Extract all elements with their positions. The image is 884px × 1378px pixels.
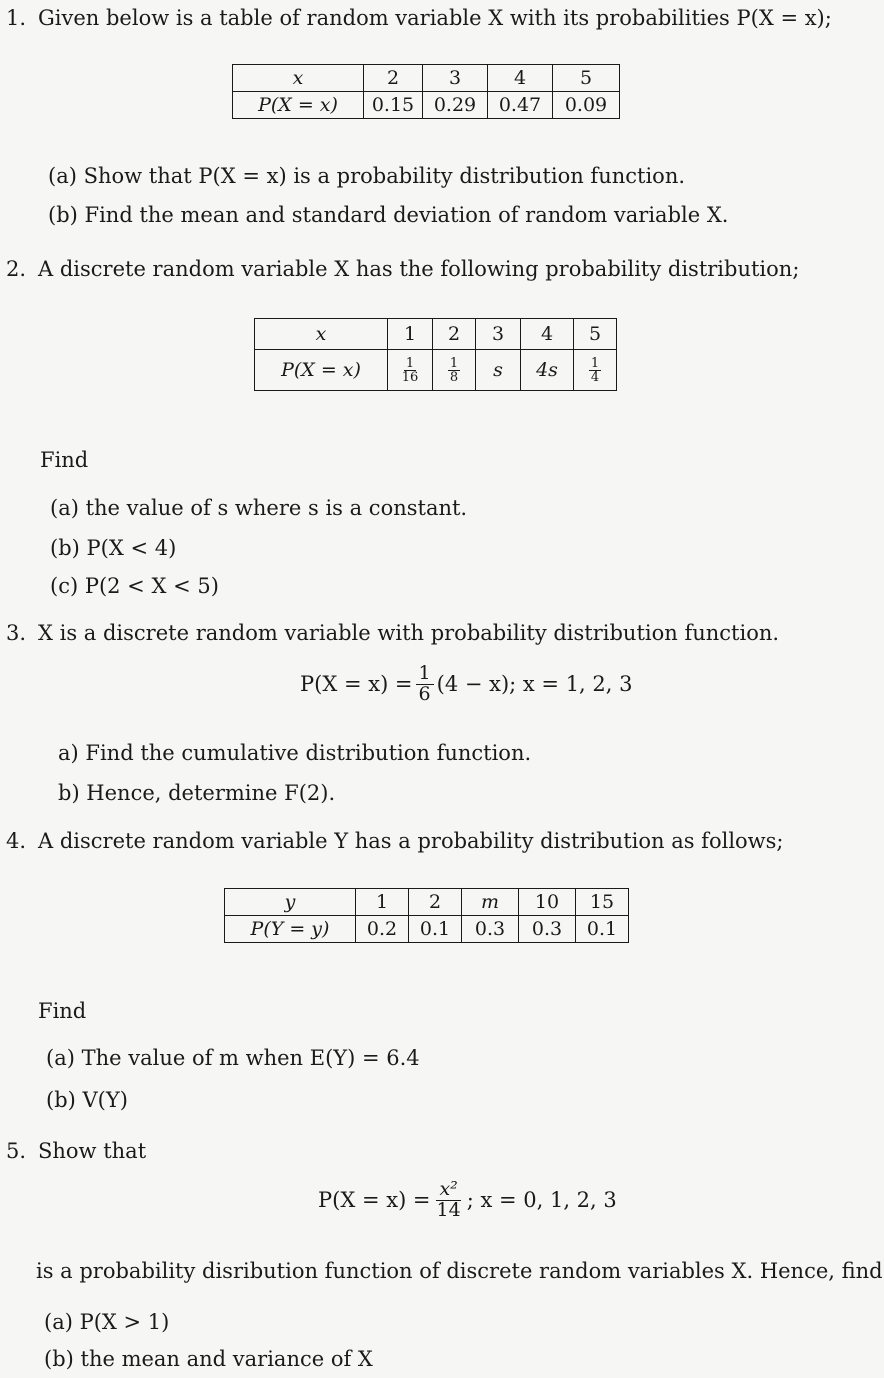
q4-text: A discrete random variable Y has a probability distribution as follows;: [38, 829, 784, 853]
q1-p-cell: 0.15: [364, 92, 423, 119]
q4-y-cell: 10: [519, 889, 576, 916]
q4-table-row-p: [225, 916, 629, 943]
q1-table-row-p: [233, 92, 620, 119]
q1-text: Given below is a table of random variable X with its probabilities P(X = x);: [38, 6, 832, 30]
q2-p-cell: s: [476, 350, 521, 391]
q2-table: [254, 318, 617, 391]
q2-x-cell: 2: [433, 319, 476, 350]
q4-p-cell: 0.2: [356, 916, 409, 943]
q5-equation: [318, 1180, 617, 1221]
q1-head-x: x: [233, 65, 364, 92]
q2-p5-fraction: $\frac{1}{4}$: [590, 355, 600, 385]
q3-eq-left: P(X = x) =: [300, 672, 413, 697]
q1-x-cell: 4: [488, 65, 553, 92]
q4-find: Find: [38, 999, 87, 1023]
q4-y-cell: 2: [409, 889, 462, 916]
q3-part-b: b) Hence, determine F(2).: [58, 781, 336, 805]
q2-p-cell: [574, 350, 617, 391]
q2-find: Find: [40, 448, 89, 472]
q5-number: 5.: [6, 1139, 27, 1163]
q4-p-cell: 0.1: [409, 916, 462, 943]
q2-text: A discrete random variable X has the following probability distribution;: [38, 257, 800, 281]
q4-head-p: P(Y = y): [225, 916, 356, 943]
q4-head-y: y: [225, 889, 356, 916]
q5-eq-right: ; x = 0, 1, 2, 3: [466, 1188, 617, 1213]
q5-eq-left: P(X = x) =: [318, 1188, 431, 1213]
q2-x-cell: 3: [476, 319, 521, 350]
q4-p-cell: 0.3: [462, 916, 519, 943]
q1-x-cell: 5: [553, 65, 620, 92]
q4-table: [224, 888, 629, 943]
q3-equation: [300, 664, 633, 705]
q4-part-b: (b) V(Y): [46, 1088, 128, 1112]
q2-p-cell: [388, 350, 433, 391]
q1-p-cell: 0.29: [423, 92, 488, 119]
q3-number: 3.: [6, 621, 27, 645]
q2-part-a: (a) the value of s where s is a constant.: [50, 496, 468, 520]
q1-x-cell: 2: [364, 65, 423, 92]
q3-part-a: a) Find the cumulative distribution function.: [58, 741, 532, 765]
q4-table-row-y: [225, 889, 629, 916]
q3-eq-fraction: $\frac{1}{6}$: [416, 664, 434, 705]
q2-table-row-x: [255, 319, 617, 350]
q1-number: 1.: [6, 6, 27, 30]
q2-number: 2.: [6, 257, 27, 281]
q4-p-cell: 0.3: [519, 916, 576, 943]
q2-x-cell: 4: [521, 319, 574, 350]
q2-part-c: (c) P(2 < X < 5): [50, 574, 219, 598]
q4-y-cell: m: [462, 889, 519, 916]
q5-part-b: (b) the mean and variance of X: [44, 1347, 373, 1371]
q4-number: 4.: [6, 829, 27, 853]
q2-head-p: P(X = x): [255, 350, 388, 391]
q4-y-cell: 15: [576, 889, 629, 916]
q1-x-cell: 3: [423, 65, 488, 92]
q2-p2-fraction: $\frac{1}{8}$: [449, 355, 459, 385]
q1-part-b: (b) Find the mean and standard deviation of random variable X.: [48, 203, 729, 227]
q2-p1-fraction: $\frac{1}{16}$: [401, 355, 419, 385]
q1-part-a: (a) Show that P(X = x) is a probability distribution function.: [48, 164, 686, 188]
q5-text2: is a probability disribution function of discrete random variables X. Hence, find: [36, 1259, 883, 1283]
q4-p-cell: 0.1: [576, 916, 629, 943]
q4-y-cell: 1: [356, 889, 409, 916]
q2-part-b: (b) P(X < 4): [50, 536, 177, 560]
q1-head-p: P(X = x): [233, 92, 364, 119]
q1-table-row-x: [233, 65, 620, 92]
q5-part-a: (a) P(X > 1): [44, 1310, 170, 1334]
q2-head-x: x: [255, 319, 388, 350]
q2-x-cell: 5: [574, 319, 617, 350]
q5-eq-fraction: $\frac{\text{x²}}{14}$: [436, 1178, 461, 1221]
q2-p-cell: 4s: [521, 350, 574, 391]
q3-eq-right: (4 − x); x = 1, 2, 3: [436, 672, 633, 697]
q5-text: Show that: [38, 1139, 147, 1163]
q2-table-row-p: [255, 350, 617, 391]
q4-part-a: (a) The value of m when E(Y) = 6.4: [46, 1046, 420, 1070]
q1-table: [232, 64, 620, 119]
q2-x-cell: 1: [388, 319, 433, 350]
q1-p-cell: 0.09: [553, 92, 620, 119]
q1-p-cell: 0.47: [488, 92, 553, 119]
q3-text: X is a discrete random variable with probability distribution function.: [38, 621, 780, 645]
q2-p-cell: [433, 350, 476, 391]
